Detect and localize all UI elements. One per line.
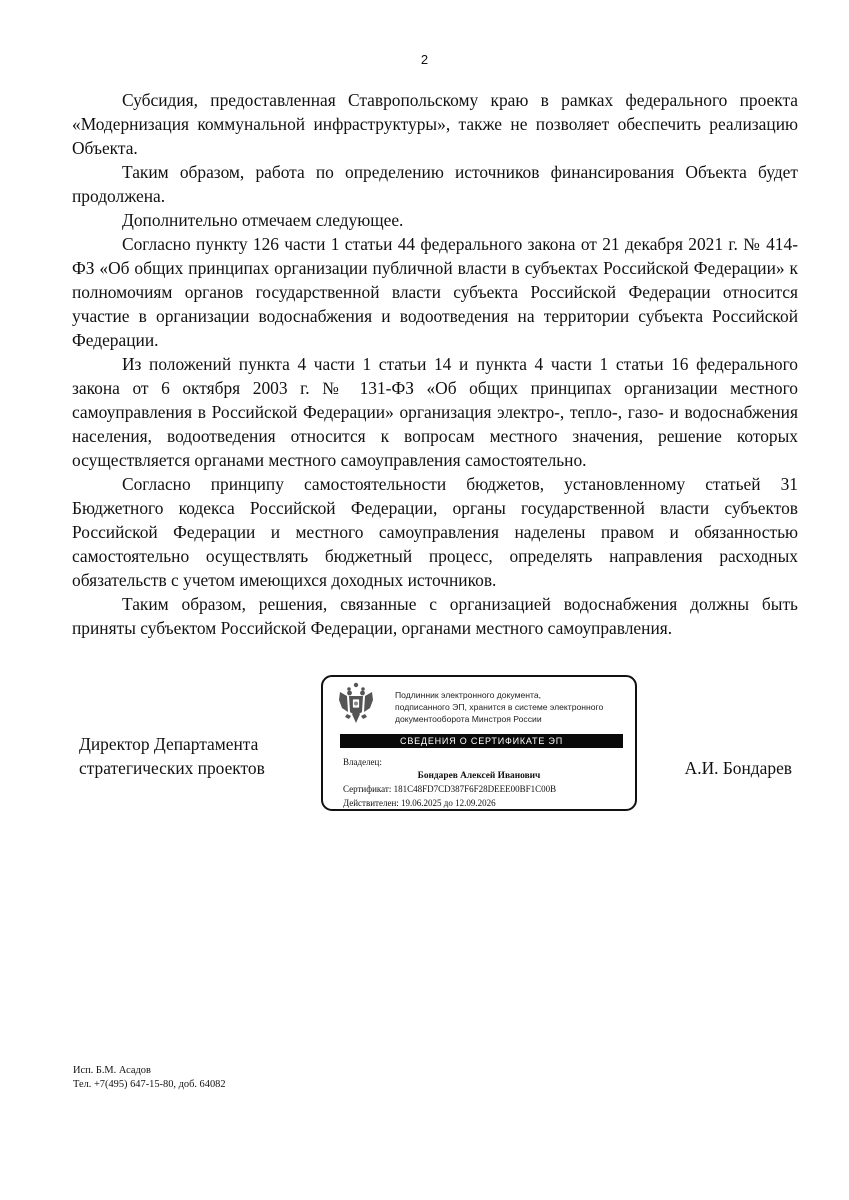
signer-position-line: Директор Департамента xyxy=(79,734,259,754)
paragraph: Согласно пункту 126 части 1 статьи 44 федерального закона от 21 декабря 2021 г. № 414-ФЗ «Об общих принципах организации публичной власти в субъектах Российской Федерации» к полномочиям органов государственной власти субъекта Российской Федерации относится участие в организации водоснабжения и водоотведения на территории субъекта Российской Федерации. xyxy=(72,234,798,350)
paragraph: Из положений пункта 4 части 1 статьи 14 и пункта 4 части 1 статьи 16 федерального закона от 6 октября 2003 г. № 131-ФЗ «Об общих принципах организации местного самоуправления в Российской Федерации» организация электро-, тепло-, газо- и водоснабжения населения, водоотведения относится к вопросам местного значения, решение которых осуществляется органами местного самоуправления самостоятельно. xyxy=(72,354,798,470)
double-headed-eagle-icon xyxy=(338,682,374,726)
stamp-header-line: Подлинник электронного документа, xyxy=(395,690,542,700)
stamp-certificate-number: Сертификат: 181C48FD7CD387F6F28DEEE00BF1C00B xyxy=(343,784,557,794)
stamp-owner-name: Бондарев Алексей Иванович xyxy=(417,771,541,781)
executor-phone: Тел. +7(495) 647-15-80, доб. 64082 xyxy=(73,1079,226,1090)
paragraph: Таким образом, решения, связанные с организацией водоснабжения должны быть приняты субъектом Российской Федерации, органами местного самоуправления. xyxy=(72,594,798,638)
stamp-header xyxy=(395,689,631,725)
paragraph: Субсидия, предоставленная Ставропольскому краю в рамках федерального проекта «Модернизация коммунальной инфраструктуры», также не позволяет обеспечить реализацию Объекта. xyxy=(72,90,798,158)
executor-info xyxy=(73,1064,226,1092)
signer-position xyxy=(79,732,265,780)
letter-body xyxy=(72,88,798,640)
signer-name: А.И. Бондарев xyxy=(684,758,792,778)
paragraph: Согласно принципу самостоятельности бюджетов, установленному статьей 31 Бюджетного кодекса Российской Федерации, органы государственной власти субъектов Российской Федерации и местного самоуправления наделены правом и обязанностью самостоятельно осуществлять бюджетный процесс, определять направления расходных обязательств с учетом имеющихся доходных источников. xyxy=(72,474,798,590)
paragraph: Таким образом, работа по определению источников финансирования Объекта будет продолжена. xyxy=(72,162,798,206)
signer-position-line: стратегических проектов xyxy=(79,758,265,778)
stamp-header-line: подписанного ЭП, хранится в системе электронного xyxy=(395,702,604,712)
stamp-validity-period: Действителен: 19.06.2025 до 12.09.2026 xyxy=(343,798,496,808)
paragraph: Дополнительно отмечаем следующее. xyxy=(122,210,404,230)
page-number: 2 xyxy=(420,52,429,67)
stamp-header-line: документооборота Минстроя России xyxy=(395,714,542,724)
executor-name: Исп. Б.М. Асадов xyxy=(73,1065,151,1076)
stamp-owner-label: Владелец: xyxy=(343,757,382,767)
electronic-signature-stamp xyxy=(321,675,637,811)
stamp-certificate-title: СВЕДЕНИЯ О СЕРТИФИКАТЕ ЭП xyxy=(340,734,623,748)
